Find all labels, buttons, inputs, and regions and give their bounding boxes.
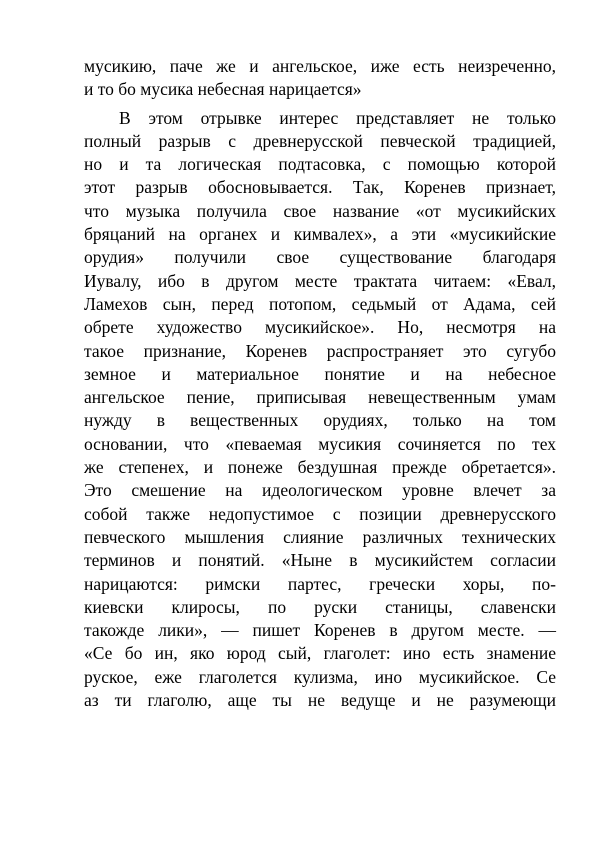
text-line: ангельское пение, приписывая невещественным умам bbox=[84, 387, 556, 408]
text-line: этот разрыв обосновывается. Так, Коренев признает, bbox=[84, 177, 556, 198]
text-line: но и та логическая подтасовка, с помощью которой bbox=[84, 154, 556, 175]
text-line: нарицаются: римски партес, гречески хоры, по- bbox=[84, 573, 556, 594]
body-text bbox=[84, 55, 556, 712]
text-line: такое признание, Коренев распространяет это сугубо bbox=[84, 340, 556, 361]
text-line: Ламехов сын, перед потопом, седьмый от Адама, сей bbox=[84, 293, 556, 314]
text-line: собой также недопустимое с позиции древнерусского bbox=[84, 503, 556, 524]
text-line: мусикию, паче же и ангельское, иже есть неизреченно, bbox=[84, 56, 556, 76]
text-line: что музыка получила свое название «от мусикийских bbox=[84, 200, 556, 221]
text-line: полный разрыв с древнерусской певческой традицией, bbox=[84, 130, 556, 151]
text-line: руское, еже глаголется кулизма, ино мусикийское. Се bbox=[84, 666, 556, 687]
text-line: такожде лики», — пишет Коренев в другом месте. — bbox=[84, 620, 556, 641]
text-line: бряцаний на органех и кимвалех», а эти «мусикийские bbox=[84, 224, 556, 245]
paragraph-1 bbox=[84, 55, 556, 102]
text-line: обрете художество мусикийское». Но, несмотря на bbox=[84, 317, 556, 338]
paragraph-2 bbox=[84, 107, 556, 713]
text-line: певческого мышления слияние различных технических bbox=[84, 526, 556, 547]
text-line: и то бо мусика небесная нарицается» bbox=[84, 79, 362, 100]
text-line: «Се бо ин, яко юрод сый, глаголет: ино есть знамение bbox=[84, 643, 556, 664]
text-line: земное и материальное понятие и на небесное bbox=[84, 363, 556, 384]
text-line: Это смешение на идеологическом уровне влечет за bbox=[84, 480, 556, 501]
text-line: Иувалу, ибо в другом месте трактата читаем: «Евал, bbox=[84, 270, 556, 291]
text-line: основании, что «певаемая мусикия сочиняется по тех bbox=[84, 433, 556, 454]
text-line: аз ти глаголю, аще ты не ведуще и не разумеющи bbox=[84, 690, 556, 711]
text-line: терминов и понятий. «Ныне в мусикийстем согласии bbox=[84, 550, 556, 571]
text-line: орудия» получили свое существование благодаря bbox=[84, 247, 556, 268]
text-line: же степенех, и понеже бездушная прежде обретается». bbox=[84, 457, 556, 478]
text-line: В этом отрывке интерес представляет не только bbox=[119, 107, 556, 128]
text-line: нужду в вещественных орудиях, только на том bbox=[84, 410, 556, 431]
text-line: киевски клиросы, по руски станицы, славенски bbox=[84, 596, 556, 617]
